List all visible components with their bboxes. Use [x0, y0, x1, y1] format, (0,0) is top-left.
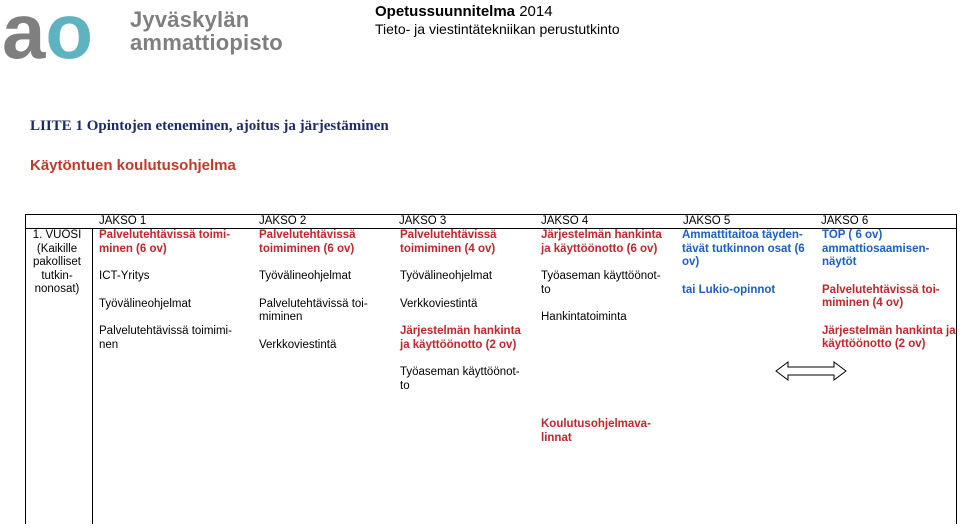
course-title: ammattiosaamisen- — [822, 242, 930, 255]
year-note: tutkin- — [41, 269, 73, 282]
course-title: Palvelutehtävissä toi- — [822, 283, 940, 296]
year-label: 1. VUOSI — [32, 229, 82, 241]
course-title: Järjestelmän hankinta — [541, 229, 662, 241]
course-item: Verkkoviestintä — [400, 297, 478, 310]
plan-title-line — [375, 3, 620, 21]
programme-title: Käytöntuen koulutusohjelma — [30, 157, 236, 174]
jakso-2-header: JAKSO 2 — [259, 215, 307, 227]
course-title: linnat — [541, 431, 572, 444]
course-title: ja käyttöönotto (6 ov) — [541, 242, 658, 255]
course-item: Hankintatoiminta — [541, 311, 627, 323]
course-title: näytöt — [822, 256, 857, 268]
course-title: toimiminen (4 ov) — [400, 242, 496, 255]
course-title: minen (6 ov) — [99, 242, 167, 255]
course-title: tävät tutkinnon osat (6 — [682, 242, 805, 255]
logo-line1: Jyväskylän — [130, 7, 250, 32]
year-note: pakolliset — [33, 256, 81, 268]
jakso-3-cell — [400, 229, 535, 393]
course-item: Työaseman käyttöönot- — [400, 366, 520, 378]
course-item: Palvelutehtävissä toi- — [259, 297, 368, 310]
double-arrow-icon — [775, 361, 847, 381]
course-title: käyttöönotto (2 ov) — [822, 338, 926, 350]
jakso-4-header: JAKSO 4 — [541, 215, 589, 227]
course-title: toimiminen (6 ov) — [259, 242, 355, 255]
plan-year: 2014 — [519, 3, 553, 20]
course-item: Palvelutehtävissä toimimi- — [99, 325, 232, 337]
course-title: Järjestelmän hankinta ja — [822, 324, 956, 337]
course-title: Palvelutehtävissä — [400, 229, 497, 241]
course-title: Palvelutehtävissä — [259, 229, 356, 241]
document-header — [375, 3, 620, 38]
course-title: Palvelutehtävissä toimi- — [99, 229, 231, 241]
logo-text — [130, 8, 283, 54]
course-item: miminen — [259, 311, 303, 323]
logo-letter-o: o — [45, 0, 94, 72]
course-item: to — [400, 379, 410, 392]
table-header-row — [26, 215, 956, 229]
logo-line2: ammattiopisto — [130, 30, 283, 55]
logo — [2, 0, 283, 72]
logo-letter-a: a — [2, 0, 46, 72]
ao-logo-mark — [2, 0, 127, 72]
course-item: Työvälineohjelmat — [400, 270, 493, 282]
course-title: tai Lukio-opinnot — [682, 283, 776, 296]
course-item: nen — [99, 338, 119, 351]
jakso-2-cell — [259, 229, 394, 352]
course-title: ja käyttöönotto (2 ov) — [400, 338, 517, 351]
jakso-3-header: JAKSO 3 — [399, 215, 447, 227]
jakso-5-cell — [682, 229, 817, 297]
jakso-4-cell — [541, 229, 681, 325]
degree-title: Tieto- ja viestintätekniikan perustutkinto — [375, 21, 620, 37]
jakso-5-header: JAKSO 5 — [683, 215, 731, 227]
course-title: TOP ( 6 ov) — [822, 229, 883, 241]
course-item: Työvälineohjelmat — [259, 270, 352, 282]
koulutusohjelmavalinnat-note — [541, 418, 681, 445]
course-title: Koulutusohjelmava- — [541, 418, 651, 430]
svg-text:ao — [2, 0, 93, 72]
appendix-title: LIITE 1 Opintojen eteneminen, ajoitus ja järjestäminen — [30, 118, 389, 134]
column-divider — [92, 229, 93, 524]
course-title: miminen (4 ov) — [822, 297, 904, 309]
course-item: to — [541, 283, 551, 296]
course-title: ov) — [682, 256, 700, 268]
course-item: Työvälineohjelmat — [99, 297, 192, 310]
plan-title: Opetussuunnitelma — [375, 3, 516, 20]
course-title: Ammattitaitoa täyden- — [682, 229, 803, 241]
course-item: Verkkoviestintä — [259, 338, 337, 351]
year-note: (Kaikille — [36, 242, 78, 255]
course-title: Järjestelmän hankinta — [400, 325, 521, 337]
jakso-6-header: JAKSO 6 — [821, 215, 869, 227]
jakso-6-cell — [822, 229, 958, 352]
jakso-1-cell — [99, 229, 249, 352]
year-cell — [27, 229, 87, 297]
year-note: nonosat) — [34, 283, 80, 295]
course-item: ICT-Yritys — [99, 270, 150, 282]
course-item: Työaseman käyttöönot- — [541, 270, 661, 282]
jakso-1-header: JAKSO 1 — [99, 215, 147, 227]
